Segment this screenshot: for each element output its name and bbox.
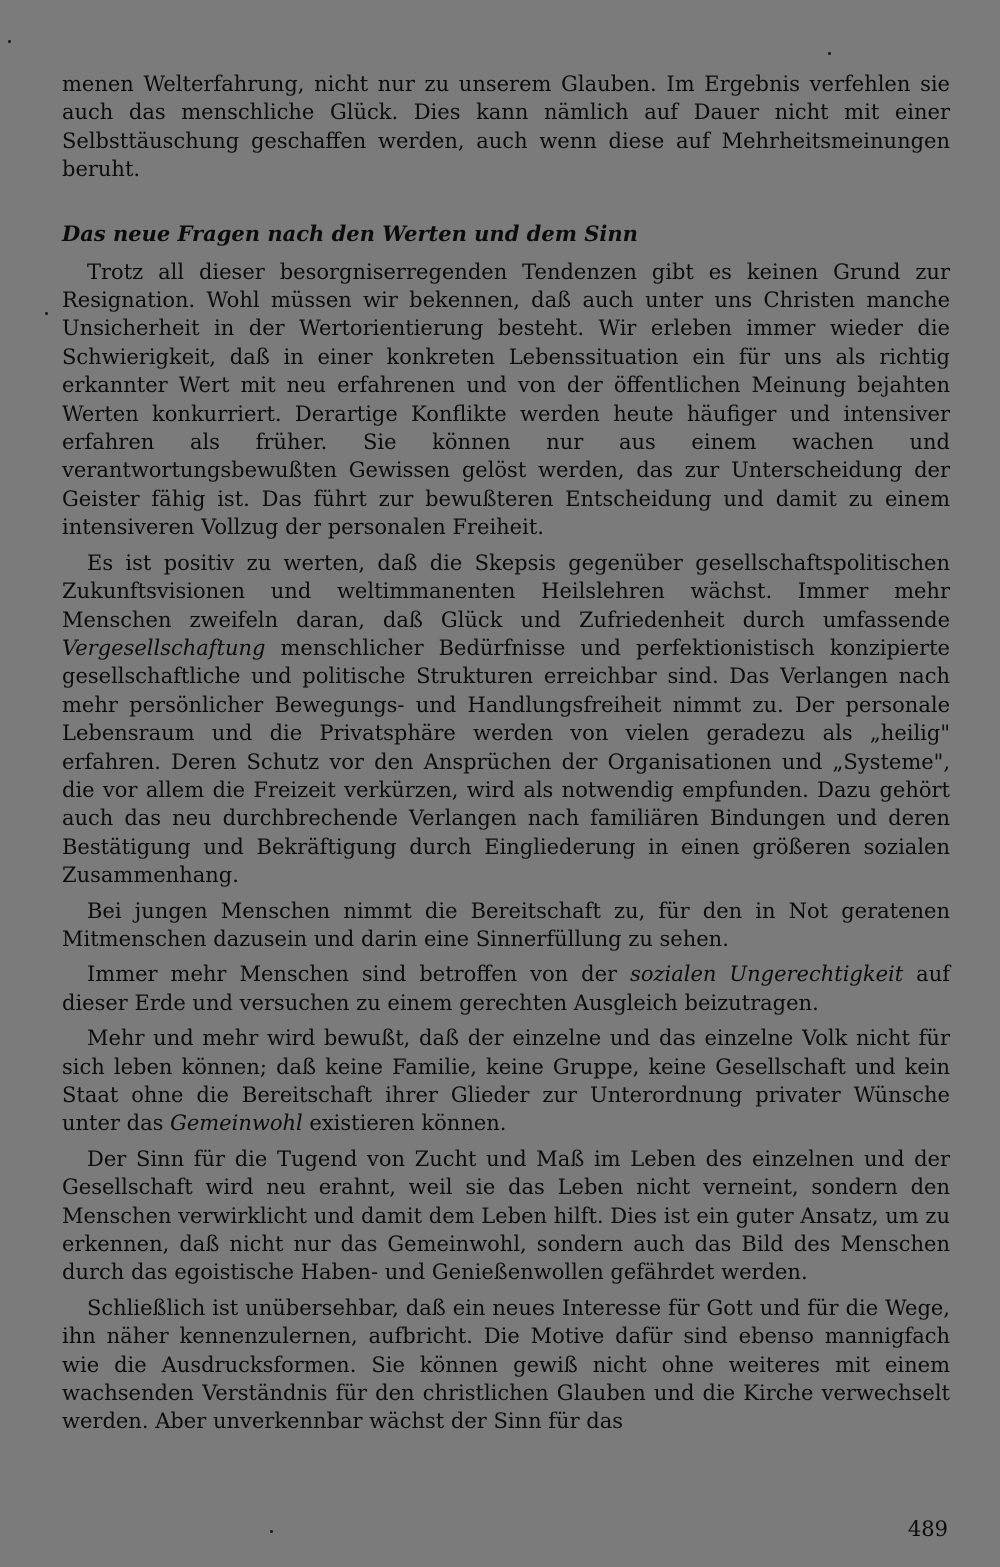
scan-speck bbox=[8, 40, 11, 43]
paragraph-continuation bbox=[62, 70, 950, 184]
paragraph-text: Bei jungen Menschen nimmt die Bereitschaft zu, für den in Not geratenen Mitmenschen dazusein und darin eine Sinnerfüllung zu sehen. bbox=[62, 898, 950, 951]
paragraph-text: Der Sinn für die Tugend von Zucht und Maß im Leben des einzelnen und der Gesellschaft wird neu erahnt, weil sie das Leben nicht verneint, sondern den Menschen verwirklicht und damit dem Leben hilft. Dies ist ein guter Ansatz, um zu erkennen, daß nicht nur das Gemeinwohl, sondern auch das Bild des Menschen durch das egoistische Haben- und Genießenwollen gefährdet werden. bbox=[62, 1146, 950, 1285]
paragraph-gemeinwohl bbox=[62, 1024, 950, 1138]
paragraph-text: Mehr und mehr wird bewußt, daß der einzelne und das einzelne Volk nicht für sich leben können; daß keine Familie, keine Gruppe, keine Gesellschaft und kein Staat ohne die Bereitschaft ihrer Glieder zur Unterordnung privater Wünsche unter das bbox=[62, 1026, 950, 1136]
scan-speck bbox=[828, 52, 831, 55]
paragraph-text: Schließlich ist unübersehbar, daß ein neues Interesse für Gott und für die Wege, ihn näher kennenzulernen, aufbricht. Die Motive dafür sind ebenso mannigfach wie die Ausdrucksformen. Sie können gewiß nicht ohne weiteres mit einem wachsenden Verständnis für den christlichen Glauben und die Kirche verwechselt werden. Aber unverkennbar wächst der Sinn für das bbox=[62, 1295, 950, 1434]
paragraph-text: menen Welterfahrung, nicht nur zu unserem Glauben. Im Ergebnis verfehlen sie auch das menschliche Glück. Dies kann nämlich auf Dauer nicht mit einer Selbsttäuschung geschaffen werden, auch wenn diese auf Mehrheitsmeinungen beruht. bbox=[62, 72, 950, 182]
paragraph-skepsis bbox=[62, 549, 950, 890]
paragraph-text: menschlicher Bedürfnisse und perfektionistisch konzipierte gesellschaftliche und politische Strukturen erreichbar sind. Das Verlangen nach mehr persönlicher Bewegungs- und Handlungsfreiheit nimmt zu. Der personale Lebensraum und die Privatsphäre werden von vielen geradezu als „heilig" erfahren. Deren Schutz vor den Ansprüchen der Organisationen und „Systeme", die vor allem die Freizeit verkürzen, wird als notwendig empfunden. Dazu gehört auch das neu durchbrechende Verlangen nach familiären Bindungen und deren Bestätigung und Bekräftigung durch Eingliederung in einen größeren sozialen Zusammenhang. bbox=[62, 635, 950, 888]
paragraph-text: existieren können. bbox=[309, 1111, 507, 1136]
paragraph-text: Immer mehr Menschen sind betroffen von der bbox=[87, 962, 618, 987]
paragraph-text: auf dieser Erde und versuchen zu einem gerechten Ausgleich beizutragen. bbox=[62, 962, 950, 1015]
paragraph-resignation bbox=[62, 258, 950, 542]
paragraph-text: Trotz all dieser besorgniserregenden Tendenzen gibt es keinen Grund zur Resignation. Wohl müssen wir bekennen, daß auch unter uns Christen manche Unsicherheit in der Wertorientierung besteht. Wir erleben immer wieder die Schwierigkeit, daß in einer konkreten Lebenssituation ein für uns als richtig erkannter Wert mit neu erfahrenen und von der öffentlichen Meinung bejahten Werten konkurriert. Derartige Konflikte werden heute häufiger und intensiver erfahren als früher. Sie können nur aus einem wachen und verantwortungsbewußten Gewissen gelöst werden, das zur Unterscheidung der Geister fähig ist. Das führt zur bewußteren Entscheidung und damit zu einem intensiveren Vollzug der personalen Freiheit. bbox=[62, 259, 950, 540]
paragraph-ungerechtigkeit bbox=[62, 960, 950, 1017]
page-number: 489 bbox=[907, 1517, 948, 1541]
scan-speck bbox=[270, 1530, 273, 1533]
emphasis-term: sozialen Ungerechtigkeit bbox=[630, 962, 904, 987]
scan-speck bbox=[45, 312, 48, 315]
emphasis-term: Vergesellschaftung bbox=[62, 635, 266, 660]
section-heading: Das neue Fragen nach den Werten und dem Sinn bbox=[62, 220, 638, 246]
emphasis-term: Gemeinwohl bbox=[170, 1111, 303, 1136]
paragraph-text: Es ist positiv zu werten, daß die Skepsis gegenüber gesellschaftspolitischen Zukunftsvisionen und weltimmanenten Heilslehren wächst. Immer mehr Menschen zweifeln daran, daß Glück und Zufriedenheit durch umfassende bbox=[62, 550, 950, 632]
paragraph-tugend bbox=[62, 1145, 950, 1287]
paragraph-interesse-gott bbox=[62, 1294, 950, 1436]
paragraph-junge-menschen bbox=[62, 897, 950, 954]
